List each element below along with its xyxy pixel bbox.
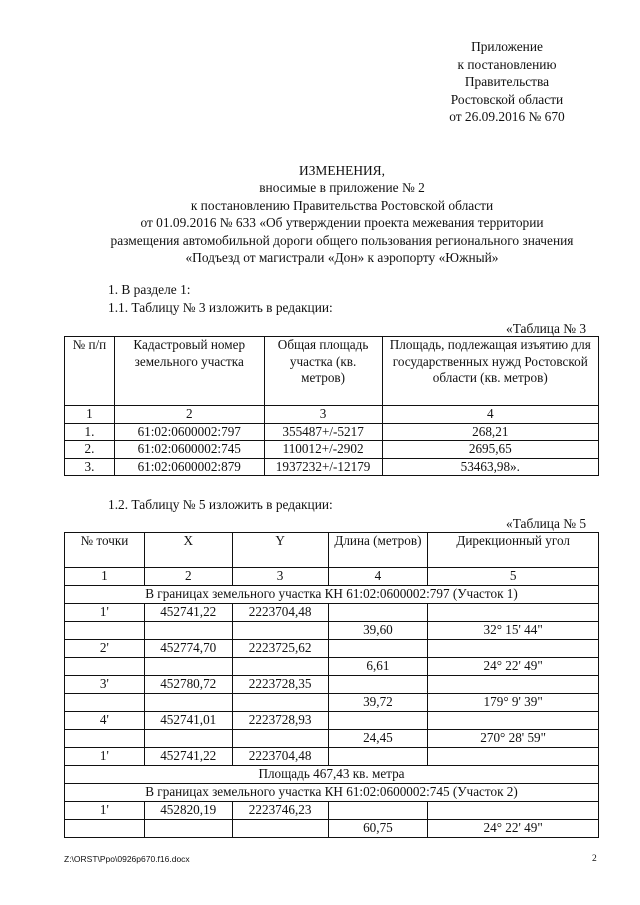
point-id: 2' — [65, 640, 145, 658]
header-cell: X — [144, 533, 232, 568]
paragraph-1-1: 1.1. Таблицу № 3 изложить в редакции: — [108, 300, 333, 315]
section-title: В границах земельного участка КН 61:02:0600002:745 (Участок 2) — [65, 784, 599, 802]
point-id: 1' — [65, 604, 145, 622]
point-x: 452741,22 — [144, 604, 232, 622]
section-title: В границах земельного участка КН 61:02:0600002:797 (Участок 1) — [65, 586, 599, 604]
table-5-label: «Таблица № 5 — [506, 516, 587, 531]
number-cell: 4 — [328, 568, 428, 586]
header-cell: Y — [232, 533, 328, 568]
point-row — [65, 604, 599, 622]
segment-length: 60,75 — [328, 820, 428, 838]
table-row — [65, 423, 599, 441]
segment-row — [65, 658, 599, 676]
number-cell: 5 — [428, 568, 599, 586]
point-row — [65, 802, 599, 820]
table-5 — [64, 532, 599, 838]
appendix-line: к постановлению — [457, 56, 557, 72]
cell: 2695,65 — [382, 441, 598, 459]
number-cell: 3 — [264, 406, 382, 424]
point-y: 2223704,48 — [232, 604, 328, 622]
number-cell: 2 — [114, 406, 264, 424]
header-cell: Дирекционный угол — [428, 533, 599, 568]
section-1-heading: 1. В разделе 1: — [108, 282, 191, 297]
heading-line: к постановлению Правительства Ростовской области — [190, 197, 494, 213]
cell: 268,21 — [382, 423, 598, 441]
point-y: 2223746,23 — [232, 802, 328, 820]
point-id: 3' — [65, 676, 145, 694]
point-x: 452741,01 — [144, 712, 232, 730]
area-row — [65, 766, 599, 784]
segment-row — [65, 820, 599, 838]
segment-angle: 270° 28' 59" — [428, 730, 599, 748]
appendix-line: от 26.09.2016 № 670 — [449, 109, 565, 124]
segment-row — [65, 730, 599, 748]
header-cell: Длина (метров) — [328, 533, 428, 568]
point-y: 2223704,48 — [232, 748, 328, 766]
point-x: 452780,72 — [144, 676, 232, 694]
section-title-row — [65, 784, 599, 802]
cell: 53463,98». — [382, 458, 598, 476]
appendix-block — [418, 38, 596, 126]
header-cell: Площадь, подлежащая изъятию для государственных нужд Ростовской области (кв. метров) — [382, 337, 598, 406]
number-cell: 4 — [382, 406, 598, 424]
page-number: 2 — [592, 854, 597, 864]
appendix-line: Ростовской области — [450, 91, 564, 107]
cell: 3. — [65, 458, 115, 476]
segment-angle: 24° 22' 49" — [428, 820, 599, 838]
cell: 61:02:0600002:745 — [114, 441, 264, 459]
point-y: 2223728,93 — [232, 712, 328, 730]
segment-row — [65, 694, 599, 712]
section-title-row — [65, 586, 599, 604]
segment-length: 39,72 — [328, 694, 428, 712]
table-header-row — [65, 533, 599, 568]
cell: 110012+/-2902 — [264, 441, 382, 459]
number-cell: 1 — [65, 406, 115, 424]
segment-row — [65, 622, 599, 640]
area-value: Площадь 467,43 кв. метра — [65, 766, 599, 784]
segment-length: 39,60 — [328, 622, 428, 640]
heading-line: от 01.09.2016 № 633 «Об утверждении проекта межевания территории — [140, 215, 544, 231]
table-number-row — [65, 568, 599, 586]
segment-length: 6,61 — [328, 658, 428, 676]
cell: 1. — [65, 423, 115, 441]
segment-angle: 179° 9' 39" — [428, 694, 599, 712]
header-cell: № точки — [65, 533, 145, 568]
header-cell: Общая площадь участка (кв. метров) — [264, 337, 382, 406]
point-row — [65, 712, 599, 730]
point-x: 452741,22 — [144, 748, 232, 766]
point-id: 1' — [65, 748, 145, 766]
page-title: ИЗМЕНЕНИЯ, — [299, 163, 385, 178]
document-heading — [44, 162, 640, 266]
table-row — [65, 441, 599, 459]
appendix-line: Правительства — [464, 74, 550, 89]
point-y: 2223725,62 — [232, 640, 328, 658]
heading-line: вносимые в приложение № 2 — [259, 180, 425, 196]
point-row — [65, 748, 599, 766]
table-3 — [64, 336, 599, 476]
segment-angle: 24° 22' 49" — [428, 658, 599, 676]
paragraph-1-2: 1.2. Таблицу № 5 изложить в редакции: — [108, 497, 333, 512]
point-id: 1' — [65, 802, 145, 820]
point-id: 4' — [65, 712, 145, 730]
point-row — [65, 676, 599, 694]
table-row — [65, 458, 599, 476]
point-row — [65, 640, 599, 658]
appendix-line: Приложение — [471, 39, 543, 54]
number-cell: 1 — [65, 568, 145, 586]
table-header-row — [65, 337, 599, 406]
heading-line: размещения автомобильной дороги общего пользования регионального значения — [110, 232, 574, 248]
cell: 1937232+/-12179 — [264, 458, 382, 476]
point-y: 2223728,35 — [232, 676, 328, 694]
footer-file-path: Z:\ORST\Ppo\0926p670.f16.docx — [64, 854, 190, 864]
segment-angle: 32° 15' 44" — [428, 622, 599, 640]
header-cell: № п/п — [65, 337, 115, 406]
cell: 61:02:0600002:879 — [114, 458, 264, 476]
table-3-label: «Таблица № 3 — [506, 321, 587, 336]
number-cell: 2 — [144, 568, 232, 586]
cell: 355487+/-5217 — [264, 423, 382, 441]
point-x: 452820,19 — [144, 802, 232, 820]
table-number-row — [65, 406, 599, 424]
point-x: 452774,70 — [144, 640, 232, 658]
number-cell: 3 — [232, 568, 328, 586]
header-cell: Кадастровый номер земельного участка — [114, 337, 264, 406]
cell: 61:02:0600002:797 — [114, 423, 264, 441]
cell: 2. — [65, 441, 115, 459]
segment-length: 24,45 — [328, 730, 428, 748]
heading-line: «Подъезд от магистрали «Дон» к аэропорту «Южный» — [185, 250, 499, 266]
